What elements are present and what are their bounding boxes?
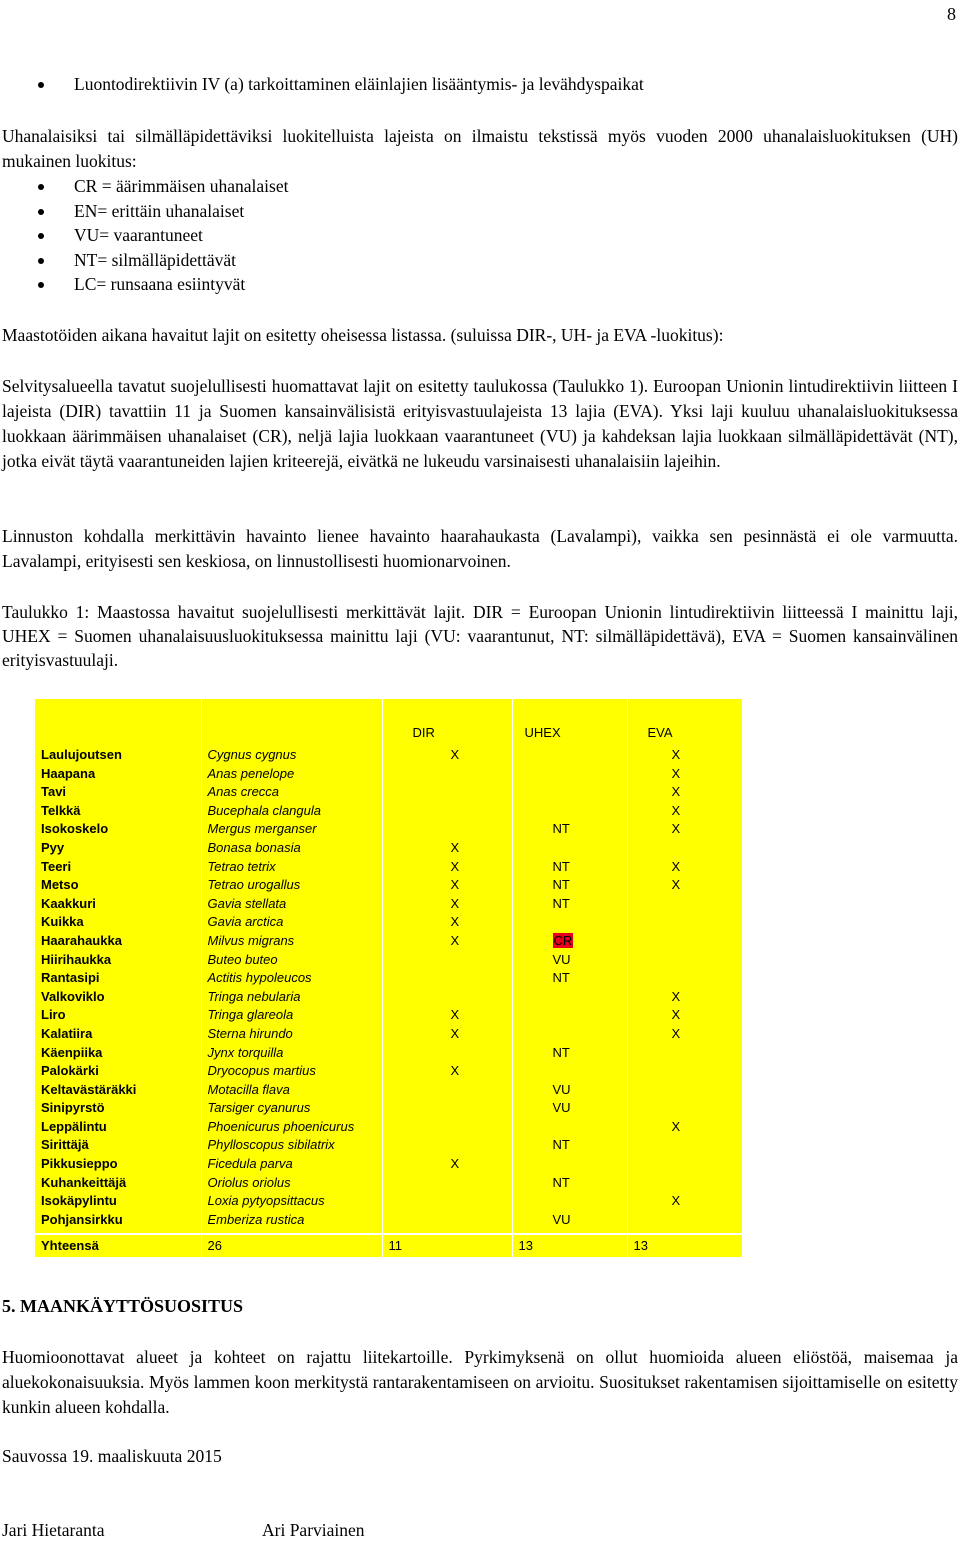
species-finnish-name: Sinipyrstö [34, 1099, 201, 1118]
table-row [34, 1211, 743, 1235]
species-scientific-name: Tringa glareola [201, 1006, 382, 1025]
species-scientific-name: Loxia pytyopsittacus [201, 1192, 382, 1211]
uhex-mark [512, 1006, 627, 1025]
classification-item: EN= erittäin uhanalaiset [2, 199, 958, 224]
table-row [34, 858, 743, 877]
species-finnish-name: Kuhankeittäjä [34, 1174, 201, 1193]
table-caption: Taulukko 1: Maastossa havaitut suojelullisesti merkittävät lajit. DIR = Euroopan Unionin lintudirektiivin liitteessä I mainittu laji, UHEX = Suomen uhanalaisuusluokituksessa mainittu laji (VU: vaarantunut, NT: silmälläpidettävä), EVA = Suomen kansainvälinen erityisvastuulaji. [2, 602, 958, 670]
classification-intro: Uhanalaisiksi tai silmälläpidettäviksi luokitelluista lajeista on ilmaistu tekstissä myös vuoden 2000 uhanalaisluokituksen (UH) mukainen luokitus: [2, 126, 958, 171]
dir-mark [382, 783, 512, 802]
classification-list [2, 174, 958, 297]
eva-mark: X [627, 783, 743, 802]
cr-highlight: CR [553, 932, 573, 948]
dir-mark [382, 1118, 512, 1137]
eva-mark [627, 1062, 743, 1081]
species-finnish-name: Isokoskelo [34, 820, 201, 839]
table-body [34, 743, 743, 1234]
dir-mark: X [382, 1006, 512, 1025]
species-scientific-name: Jynx torquilla [201, 1044, 382, 1063]
dir-mark: X [382, 1062, 512, 1081]
uhex-mark: NT [512, 820, 627, 839]
species-table [33, 697, 744, 1259]
species-scientific-name: Sterna hirundo [201, 1025, 382, 1044]
uhex-mark [512, 1118, 627, 1137]
table-row [34, 1136, 743, 1155]
eva-mark [627, 951, 743, 970]
eva-mark [627, 1211, 743, 1235]
species-finnish-name: Pikkusieppo [34, 1155, 201, 1174]
totals-row [34, 1234, 743, 1258]
species-finnish-name: Pohjansirkku [34, 1211, 201, 1235]
species-finnish-name: Valkoviklo [34, 988, 201, 1007]
species-finnish-name: Kalatiira [34, 1025, 201, 1044]
dir-mark [382, 969, 512, 988]
eva-mark: X [627, 802, 743, 821]
uhex-mark [512, 783, 627, 802]
species-finnish-name: Hiirihaukka [34, 951, 201, 970]
species-scientific-name: Cygnus cygnus [201, 743, 382, 765]
eva-mark [627, 839, 743, 858]
uhex-mark: NT [512, 1136, 627, 1155]
table-row [34, 988, 743, 1007]
uhex-mark: VU [512, 951, 627, 970]
survey-paragraph: Selvitysalueella tavatut suojelullisesti huomattavat lajit on esitetty taulukossa (Taulukko 1). Euroopan Unionin lintudirektiivin liitteen I lajeista (DIR) tavattiin 11 ja Suomen kansainvälisistä erityisvastuulajeista 13 lajia (EVA). Yksi laji kuuluu uhanalaisluokituksessa luokkaan äärimmäisen uhanalaiset (CR), neljä lajia luokkaan vaarantuneet (VU) ja kahdeksan lajia luokkaan silmälläpidettävät (NT), jotka eivät täytä vaarantuneiden lajien kriteerejä, eivätkä ne lukeudu varsinaisesti uhanalaisiin lajeihin. [2, 376, 958, 471]
uhex-mark: VU [512, 1099, 627, 1118]
eva-mark: X [627, 1006, 743, 1025]
species-scientific-name: Phylloscopus sibilatrix [201, 1136, 382, 1155]
observed-paragraph: Maastotöiden aikana havaitut lajit on esitetty oheisessa listassa. (suluissa DIR-, UH- ja EVA -luokitus): [2, 325, 724, 345]
dir-mark [382, 820, 512, 839]
eva-mark [627, 895, 743, 914]
eva-mark: X [627, 858, 743, 877]
date-line: Sauvossa 19. maaliskuuta 2015 [2, 1446, 222, 1466]
species-scientific-name: Tarsiger cyanurus [201, 1099, 382, 1118]
species-scientific-name: Gavia arctica [201, 913, 382, 932]
species-finnish-name: Käenpiika [34, 1044, 201, 1063]
species-scientific-name: Phoenicurus phoenicurus [201, 1118, 382, 1137]
table-row [34, 876, 743, 895]
species-scientific-name: Anas crecca [201, 783, 382, 802]
eva-mark: X [627, 743, 743, 765]
species-finnish-name: Metso [34, 876, 201, 895]
species-scientific-name: Actitis hypoleucos [201, 969, 382, 988]
species-scientific-name: Motacilla flava [201, 1081, 382, 1100]
species-finnish-name: Palokärki [34, 1062, 201, 1081]
header-uhex: UHEX [512, 698, 627, 743]
dir-mark: X [382, 1025, 512, 1044]
species-scientific-name: Buteo buteo [201, 951, 382, 970]
eva-mark: X [627, 1118, 743, 1137]
dir-mark [382, 1081, 512, 1100]
species-scientific-name: Gavia stellata [201, 895, 382, 914]
species-finnish-name: Teeri [34, 858, 201, 877]
table-row [34, 783, 743, 802]
eva-mark [627, 932, 743, 951]
table-row [34, 820, 743, 839]
table-row [34, 743, 743, 765]
eva-mark: X [627, 988, 743, 1007]
species-scientific-name: Emberiza rustica [201, 1211, 382, 1235]
species-finnish-name: Haapana [34, 765, 201, 784]
eva-mark [627, 969, 743, 988]
totals-eva: 13 [627, 1234, 743, 1258]
uhex-mark: NT [512, 1174, 627, 1193]
table-row [34, 765, 743, 784]
dir-mark: X [382, 932, 512, 951]
species-scientific-name: Mergus merganser [201, 820, 382, 839]
classification-item: LC= runsaana esiintyvät [2, 272, 958, 297]
uhex-mark: NT [512, 858, 627, 877]
signature-2: Ari Parviainen [262, 1520, 365, 1540]
landuse-paragraph: Huomioonottavat alueet ja kohteet on rajattu liitekartoille. Pyrkimyksenä on ollut huomioida alueen eliöstöä, maisemaa ja aluekokonaisuuksia. Myös lammen koon merkitystä rantarakentamiseen on arvioitu. Suositukset rakentamisen sijoittamiselle on esitetty kunkin alueen kohdalla. [2, 1347, 958, 1417]
table-row [34, 1155, 743, 1174]
uhex-mark: NT [512, 876, 627, 895]
totals-dir: 11 [382, 1234, 512, 1258]
species-finnish-name: Keltavästäräkki [34, 1081, 201, 1100]
table-row [34, 1025, 743, 1044]
eva-mark: X [627, 1025, 743, 1044]
table-row [34, 1174, 743, 1193]
species-scientific-name: Tetrao urogallus [201, 876, 382, 895]
header-dir: DIR [382, 698, 512, 743]
table-row [34, 951, 743, 970]
eva-mark [627, 1136, 743, 1155]
species-scientific-name: Tetrao tetrix [201, 858, 382, 877]
uhex-mark [512, 765, 627, 784]
header-finnish [34, 698, 201, 743]
eva-mark [627, 1044, 743, 1063]
uhex-mark [512, 839, 627, 858]
table-row [34, 969, 743, 988]
table-row [34, 1099, 743, 1118]
eva-mark [627, 1155, 743, 1174]
table-row [34, 1081, 743, 1100]
table-row [34, 802, 743, 821]
species-scientific-name: Bucephala clangula [201, 802, 382, 821]
eva-mark [627, 1099, 743, 1118]
eva-mark: X [627, 1192, 743, 1211]
dir-mark [382, 1174, 512, 1193]
eva-mark [627, 1174, 743, 1193]
uhex-mark: NT [512, 969, 627, 988]
uhex-mark [512, 988, 627, 1007]
eva-mark [627, 1081, 743, 1100]
dir-mark [382, 802, 512, 821]
birds-paragraph: Linnuston kohdalla merkittävin havainto lienee havainto haarahaukasta (Lavalampi), vaikka sen pesinnästä ei ole varmuutta. Lavalampi, erityisesti sen keskiosa, on linnustollisesti huomionarvoinen. [2, 526, 958, 571]
dir-mark: X [382, 1155, 512, 1174]
uhex-mark [512, 1062, 627, 1081]
uhex-mark: NT [512, 1044, 627, 1063]
uhex-mark [512, 932, 627, 951]
species-finnish-name: Sirittäjä [34, 1136, 201, 1155]
dir-mark: X [382, 858, 512, 877]
species-finnish-name: Isokäpylintu [34, 1192, 201, 1211]
species-finnish-name: Liro [34, 1006, 201, 1025]
header-eva: EVA [627, 698, 743, 743]
dir-mark: X [382, 839, 512, 858]
dir-mark [382, 988, 512, 1007]
species-scientific-name: Bonasa bonasia [201, 839, 382, 858]
dir-mark: X [382, 913, 512, 932]
page-number: 8 [947, 4, 956, 24]
uhex-mark: NT [512, 895, 627, 914]
species-finnish-name: Laulujoutsen [34, 743, 201, 765]
totals-label: Yhteensä [34, 1234, 201, 1258]
dir-mark [382, 1044, 512, 1063]
dir-mark: X [382, 876, 512, 895]
uhex-mark [512, 1155, 627, 1174]
uhex-mark [512, 1192, 627, 1211]
species-scientific-name: Tringa nebularia [201, 988, 382, 1007]
table-row [34, 932, 743, 951]
species-scientific-name: Anas penelope [201, 765, 382, 784]
eva-mark: X [627, 876, 743, 895]
dir-mark: X [382, 895, 512, 914]
species-finnish-name: Tavi [34, 783, 201, 802]
table-row [34, 1006, 743, 1025]
classification-item: VU= vaarantuneet [2, 223, 958, 248]
table-header-row [34, 698, 743, 743]
table-row [34, 1062, 743, 1081]
species-finnish-name: Rantasipi [34, 969, 201, 988]
classification-item: NT= silmälläpidettävät [2, 248, 958, 273]
dir-mark [382, 1136, 512, 1155]
uhex-mark [512, 913, 627, 932]
uhex-mark [512, 743, 627, 765]
species-finnish-name: Pyy [34, 839, 201, 858]
eva-mark: X [627, 820, 743, 839]
eva-mark: X [627, 765, 743, 784]
table-row [34, 1118, 743, 1137]
species-scientific-name: Dryocopus martius [201, 1062, 382, 1081]
dir-mark: X [382, 743, 512, 765]
dir-mark [382, 951, 512, 970]
eva-mark [627, 913, 743, 932]
species-finnish-name: Kaakkuri [34, 895, 201, 914]
totals-uhex: 13 [512, 1234, 627, 1258]
species-finnish-name: Leppälintu [34, 1118, 201, 1137]
uhex-mark [512, 802, 627, 821]
header-scientific [201, 698, 382, 743]
species-finnish-name: Telkkä [34, 802, 201, 821]
table-row [34, 1044, 743, 1063]
uhex-mark: VU [512, 1211, 627, 1235]
species-scientific-name: Ficedula parva [201, 1155, 382, 1174]
table-row [34, 839, 743, 858]
table-row [34, 895, 743, 914]
species-scientific-name: Oriolus oriolus [201, 1174, 382, 1193]
species-finnish-name: Kuikka [34, 913, 201, 932]
section-title: 5. MAANKÄYTTÖSUOSITUS [2, 1296, 244, 1316]
dir-mark [382, 765, 512, 784]
signature-1: Jari Hietaranta [2, 1520, 105, 1540]
intro-bullet-list [2, 72, 958, 97]
table-row [34, 913, 743, 932]
dir-mark [382, 1211, 512, 1235]
uhex-mark [512, 1025, 627, 1044]
table-row [34, 1192, 743, 1211]
uhex-mark: VU [512, 1081, 627, 1100]
intro-bullet: Luontodirektiivin IV (a) tarkoittaminen eläinlajien lisääntymis- ja levähdyspaikat [2, 72, 958, 97]
classification-item: CR = äärimmäisen uhanalaiset [2, 174, 958, 199]
dir-mark [382, 1099, 512, 1118]
dir-mark [382, 1192, 512, 1211]
species-scientific-name: Milvus migrans [201, 932, 382, 951]
totals-species: 26 [201, 1234, 382, 1258]
species-finnish-name: Haarahaukka [34, 932, 201, 951]
